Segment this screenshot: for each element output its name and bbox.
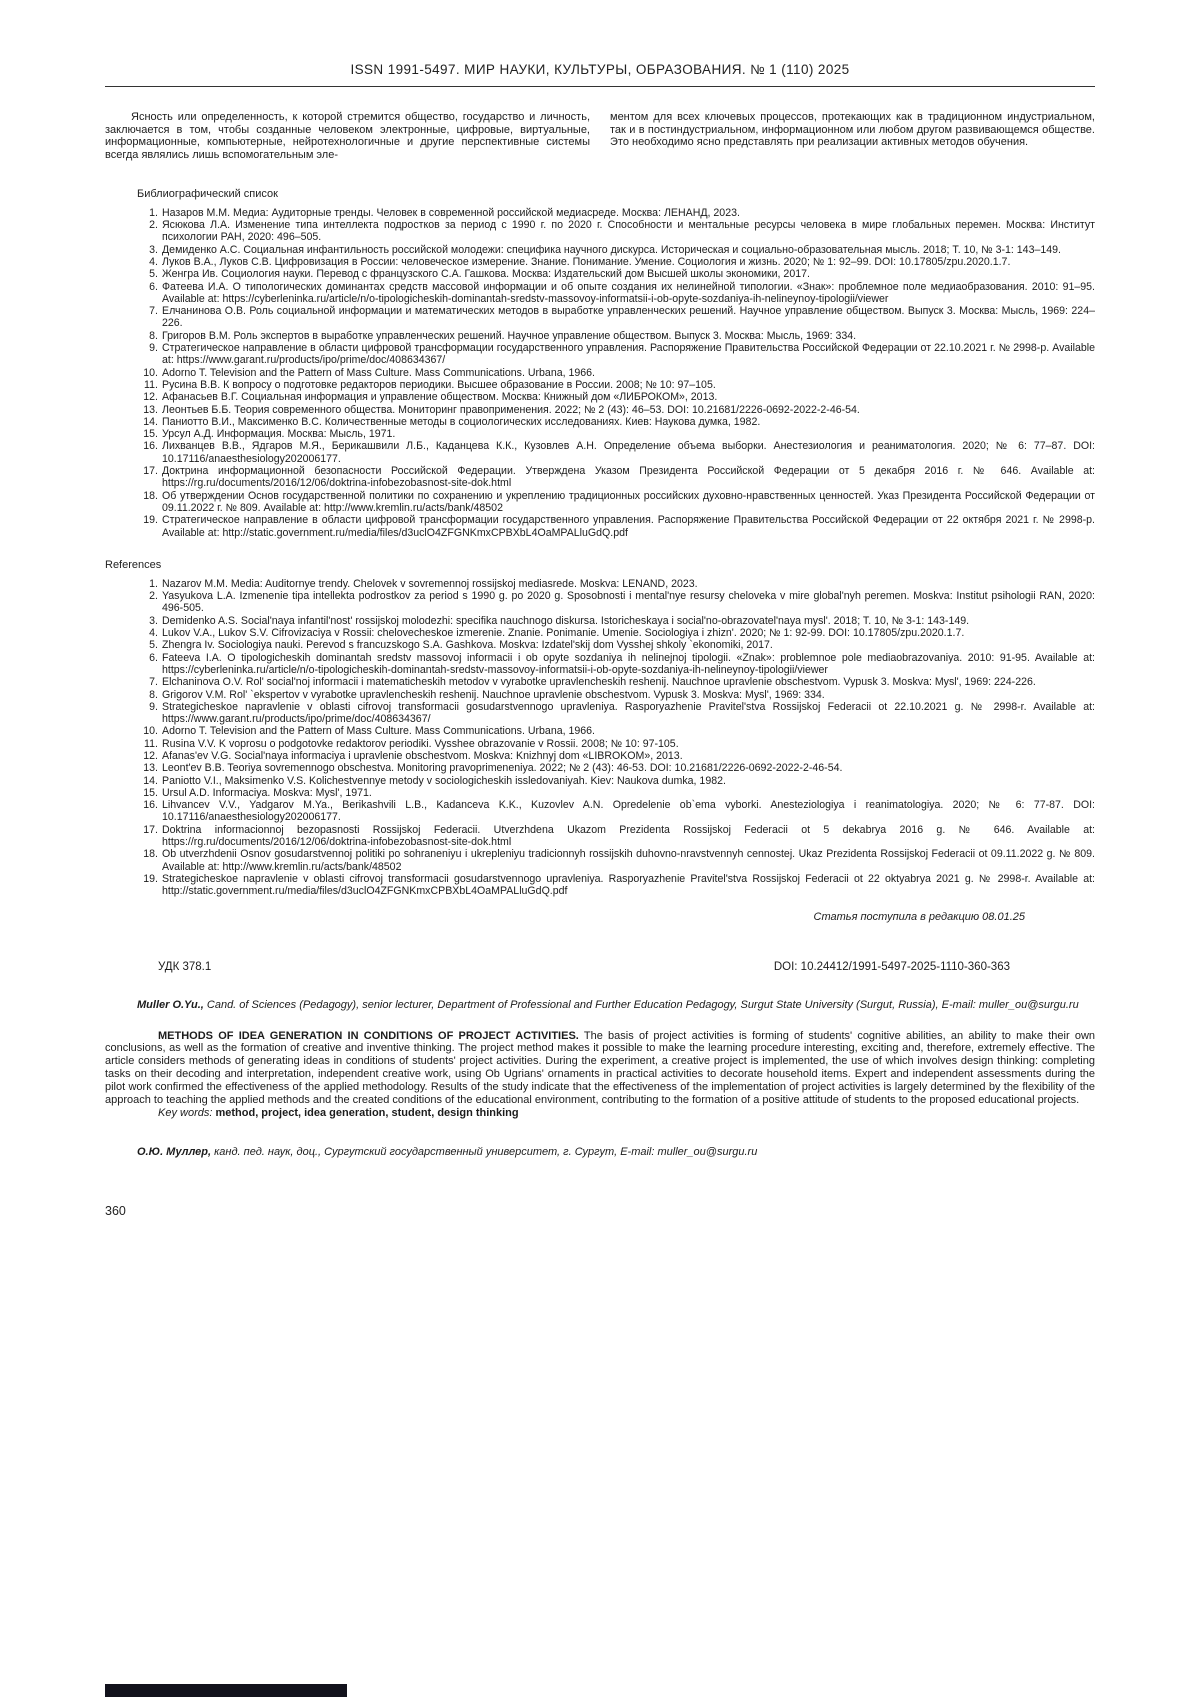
reference-item: Паниотто В.И., Максименко В.С. Количественные методы в социологических исследованиях. Киев: Наукова думка, 1982.	[162, 415, 761, 428]
author-line-en	[105, 999, 1095, 1012]
references-list	[105, 578, 1095, 898]
reference-item: Afanas'ev V.G. Social'naya informaciya i upravlenie obschestvom. Moskva: Knizhnyj dom «LIBROKOM», 2013.	[162, 749, 683, 762]
meta-row	[105, 961, 1095, 973]
reference-item: Elchaninova O.V. Rol' social'noj informacii i matematicheskih metodov v vyrabotke upravlencheskih reshenij. Nauchnoe upravlenie obschestvom. Vypusk 3. Moskva: Mysl', 1969: 224-226.	[162, 676, 1036, 689]
reference-item: Leont'ev B.B. Teoriya sovremennogo obschestva. Monitoring pravoprimeneniya. 2022; № 2 (43): 46-53. DOI: 10.21681/2226-0692-2022-2-46-54.	[162, 762, 843, 775]
keywords-text: method, project, idea generation, student, design thinking	[212, 1107, 519, 1120]
reference-item: Ursul A.D. Informaciya. Moskva: Mysl', 1971.	[162, 786, 372, 799]
reference-item: Доктрина информационной безопасности Российской Федерации. Утверждена Указом Президента Российской Федерации от 5 декабря 2016 г. № 646. Available at: https://rg.ru/documents/2016/12/06/doktrina-infobezobasnost-site-dok.html	[162, 465, 1095, 490]
reference-item: Lihvancev V.V., Yadgarov M.Ya., Berikashvili L.B., Kadanceva K.K., Kuzovlev A.N. Opredelenie ob`ema vyborki. Anesteziologiya i reanimatologiya. 2020; № 6: 77-87. DOI: 10.17116/anaesthesiology202006177.	[162, 799, 1095, 824]
reference-item: Назаров М.М. Медиа: Аудиторные тренды. Человек в современной российской медиасреде. Москва: ЛЕНАНД, 2023.	[162, 206, 740, 219]
reference-item: Adorno T. Television and the Pattern of Mass Culture. Mass Communications. Urbana, 1966.	[162, 366, 595, 379]
keywords-line	[105, 1107, 1095, 1120]
scan-artifact-bar	[105, 1684, 347, 1697]
doi-code: DOI: 10.24412/1991-5497-2025-1110-360-363	[773, 960, 1010, 973]
reference-item: Adorno T. Television and the Pattern of Mass Culture. Mass Communications. Urbana, 1966.	[162, 725, 595, 738]
abstract-paragraph	[105, 1030, 1095, 1107]
reference-item: Афанасьев В.Г. Социальная информация и управление обществом. Москва: Книжный дом «ЛИБРОКОМ», 2013.	[162, 391, 718, 404]
page-number: 360	[105, 1204, 126, 1219]
reference-item: Стратегическое направление в области цифровой трансформации государственного управления. Распоряжение Правительства Российской Федерации от 22 октября 2021 г. № 2998-р. Available at: http://static.government.ru/media/files/d3uclO4ZFGNKmxCPBXbL4OaMPALluGdQ.pdf	[162, 514, 1095, 539]
author-affiliation-en: Cand. of Sciences (Pedagogy), senior lecturer, Department of Professional and Further Education Pedagogy, Surgut State University (Surgut, Russia), E-mail: muller_ou@surgu.ru	[203, 998, 1079, 1011]
author-name-ru: О.Ю. Муллер,	[137, 1146, 212, 1159]
reference-item: Лихванцев В.В., Ядгаров М.Я., Берикашвили Л.Б., Каданцева К.К., Кузовлев А.Н. Определение объема выборки. Анестезиология и реаниматология. 2020; № 6: 77–87. DOI: 10.17116/anaesthesiology202006177.	[162, 440, 1095, 465]
reference-item: Демиденко А.С. Социальная инфантильность российской молодежи: специфика научного дискурса. Историческая и социально-образовательная мысль. 2018; Т. 10, № 3-1: 143–149.	[162, 243, 1061, 256]
references-title: References	[105, 558, 162, 571]
reference-item: Женгра Ив. Социология науки. Перевод с французского С.А. Гашкова. Москва: Издательский дом Высшей школы экономики, 2017.	[162, 268, 810, 281]
abstract-body: The basis of project activities is forming of students' cognitive abilities, an ability to make their own conclusions, as well as the formation of creative and inventive thinking. The project method makes it possible to make the learning procedure interesting, exciting and, therefore, extremely effective. The article considers methods of generating ideas in conditions of students' project activities. During the experiment, a creative project is implemented, the use of which involves design thinking: completing tasks on their decoding and interpretation, independent creative work, using Ob Ugrians' ornaments in practical activities to decorate household items. Expert and independent assessments during the pilot work confirmed the effectiveness of the applied methodology. Results of the study indicate that the effectiveness of the implementation of project activities is largely determined by the flexibility of the approach to teaching the applied methods and the created conditions of the educational environment, contributing to the formation of a positive attitude of students to the proposed educational projects.	[105, 1029, 1096, 1106]
intro-right-column: ментом для всех ключевых процессов, протекающих как в традиционном индустриальном, так и в постиндустриальном, информационном или любом другом развивающемся обществе. Это необходимо ясно представлять при реализации активных методов обучения.	[610, 111, 1095, 149]
bibliography-title: Библиографический список	[137, 187, 278, 200]
reference-item: Леонтьев Б.Б. Теория современного общества. Мониторинг правоприменения. 2022; № 2 (43): 46–53. DOI: 10.21681/2226-0692-2022-2-46-54.	[162, 403, 860, 416]
reference-item: Demidenko A.S. Social'naya infantil'nost' rossijskoj molodezhi: specifika nauchnogo diskursa. Istoricheskaya i social'no-obrazovatel'naya mysl'. 2018; T. 10, № 3-1: 143-149.	[162, 614, 970, 627]
reference-item: Ob utverzhdenii Osnov gosudarstvennoj politiki po sohraneniyu i ukrepleniyu tradicionnyh rossijskih duhovno-nravstvennyh cennostej. Ukaz Prezidenta Rossijskoj Federacii ot 09.11.2022 g. № 809. Available at: http://www.kremlin.ru/acts/bank/48502	[162, 848, 1095, 873]
reference-item: Strategicheskoe napravlenie v oblasti cifrovoj transformacii gosudarstvennogo upravleniya. Rasporyazhenie Pravitel'stva Rossijskoj Federacii ot 22 oktyabrya 2021 g. № 2998-r. Available at: http://static.government.ru/media/files/d3uclO4ZFGNKmxCPBXbL4OaMPALluGdQ.pdf	[162, 872, 1095, 898]
author-affiliation-ru: канд. пед. наук, доц., Сургутский государственный университет, г. Сургут, E-mail: muller_ou@surgu.ru	[211, 1146, 758, 1159]
reference-item: Rusina V.V. K voprosu o podgotovke redaktorov periodiki. Vysshee obrazovanie v Rossii. 2008; № 10: 97-105.	[162, 737, 679, 750]
keywords-label: Key words:	[158, 1107, 213, 1120]
reference-item: Об утверждении Основ государственной политики по сохранению и укреплению традиционных российских духовно-нравственных ценностей. Указ Президента Российской Федерации от 09.11.2022 г. № 809. Available at: http://www.kremlin.ru/acts/bank/48502	[162, 489, 1095, 514]
reference-item: Zhengra Iv. Sociologiya nauki. Perevod s francuzskogo S.A. Gashkova. Moskva: Izdatel'skij dom Vysshej shkoly `ekonomiki, 2017.	[162, 639, 773, 652]
journal-header-line: ISSN 1991-5497. МИР НАУКИ, КУЛЬТУРЫ, ОБРАЗОВАНИЯ. № 1 (110) 2025	[350, 62, 850, 77]
received-note: Статья поступила в редакцию 08.01.25	[813, 910, 1025, 923]
reference-item: Doktrina informacionnoj bezopasnosti Rossijskoj Federacii. Utverzhdena Ukazom Prezidenta Rossijskoj Federacii ot 5 dekabrya 2016 g. № 646. Available at: https://rg.ru/documents/2016/12/06/doktrina-infobezobasnost-site-dok.html	[162, 823, 1095, 849]
bibliography-list	[105, 207, 1095, 539]
reference-item: Grigorov V.M. Rol' `ekspertov v vyrabotke upravlencheskih reshenij. Nauchnoe upravlenie obschestvom. Vypusk 3. Moskva: Mysl', 1969: 334.	[162, 688, 825, 701]
reference-item: Русина В.В. К вопросу о подготовке редакторов периодики. Высшее образование в России. 2008; № 10: 97–105.	[162, 378, 716, 391]
reference-item: Урсул А.Д. Информация. Москва: Мысль, 1971.	[162, 428, 396, 441]
author-line-ru	[105, 1146, 1095, 1158]
reference-item: Луков В.А., Луков С.В. Цифровизация в России: человеческое измерение. Знание. Понимание. Умение. Социология и жизнь. 2020; № 1: 92–99. DOI: 10.17805/zpu.2020.1.7.	[162, 256, 1011, 268]
reference-item: Елчанинова О.В. Роль социальной информации и математических методов в выработке управленческих решений. Научное управление обществом. Выпуск 3. Москва: Мысль, 1969: 224–226.	[162, 305, 1095, 330]
reference-item: Nazarov M.M. Media: Auditornye trendy. Chelovek v sovremennoj rossijskoj mediasrede. Moskva: LENAND, 2023.	[162, 577, 698, 590]
reference-item: Paniotto V.I., Maksimenko V.S. Kolichestvennye metody v sociologicheskih issledovaniyah. Kiev: Naukova dumka, 1982.	[162, 774, 726, 787]
reference-item: Фатеева И.А. О типологических доминантах средств массовой информации и об опыте создания их нелинейной типологии. «Знак»: проблемное поле медиаобразования. 2010: 91–95. Available at: https://cyberleninka.ru/article/n/o-tipologicheskih-dominantah-sredstv-massovoy-informatsii-i-ob-opyte-sozdaniya-ih-nelineynoy-tipologii/viewer	[162, 280, 1095, 305]
reference-item: Григоров В.М. Роль экспертов в выработке управленческих решений. Научное управление обществом. Выпуск 3. Москва: Мысль, 1969: 334.	[162, 329, 857, 342]
article-title-en: METHODS OF IDEA GENERATION IN CONDITIONS OF PROJECT ACTIVITIES.	[158, 1029, 579, 1042]
intro-paragraph	[105, 111, 1095, 162]
header-divider	[105, 86, 1095, 87]
udk-code: УДК 378.1	[158, 960, 212, 973]
intro-left-column: Ясность или определенность, к которой стремится общество, государство и личность, заключается в том, чтобы созданные человеком электронные, цифровые, виртуальные, информационные, компьютерные, нейротехнологичные и другие перспективные системы всегда являлись лишь вспомогательным эле-	[105, 111, 590, 162]
reference-item: Strategicheskoe napravlenie v oblasti cifrovoj transformacii gosudarstvennogo upravleniya. Rasporyazhenie Pravitel'stva Rossijskoj Federacii ot 22.10.2021 g. № 2998-r. Available at: https://www.garant.ru/products/ipo/prime/doc/408634367/	[162, 700, 1095, 726]
reference-item: Fateeva I.A. O tipologicheskih dominantah sredstv massovoj informacii i ob opyte sozdaniya ih nelinejnoj tipologii. «Znak»: problemnoe pole mediaobrazovaniya. 2010: 91-95. Available at: https://cyberleninka.ru/article/n/o-tipologicheskih-dominantah-sredstv-massovoy-informatsii-i-ob-opyte-sozdaniya-ih-nelineynoy-tipologii/viewer	[162, 651, 1095, 676]
author-name-en: Muller O.Yu.,	[137, 998, 204, 1011]
reference-item: Ясюкова Л.А. Изменение типа интеллекта подростков за период с 1990 г. по 2020 г. Способности и ментальные ресурсы человека в мире глобальных перемен. Москва: Институт психологии РАН, 2020: 496–505.	[162, 219, 1095, 244]
reference-item: Стратегическое направление в области цифровой трансформации государственного управления. Распоряжение Правительства Российской Федерации от 22.10.2021 г. № 2998-р. Available at: https://www.garant.ru/products/ipo/prime/doc/408634367/	[162, 342, 1095, 367]
reference-item: Yasyukova L.A. Izmenenie tipa intellekta podrostkov za period s 1990 g. po 2020 g. Sposobnosti i mental'nye resursy cheloveka v mire global'nyh peremen. Moskva: Institut psihologii RAN, 2020: 496-505.	[162, 590, 1095, 615]
reference-item: Lukov V.A., Lukov S.V. Cifrovizaciya v Rossii: chelovecheskoe izmerenie. Znanie. Ponimanie. Umenie. Sociologiya i zhizn'. 2020; № 1: 92-99. DOI: 10.17805/zpu.2020.1.7.	[162, 627, 965, 640]
